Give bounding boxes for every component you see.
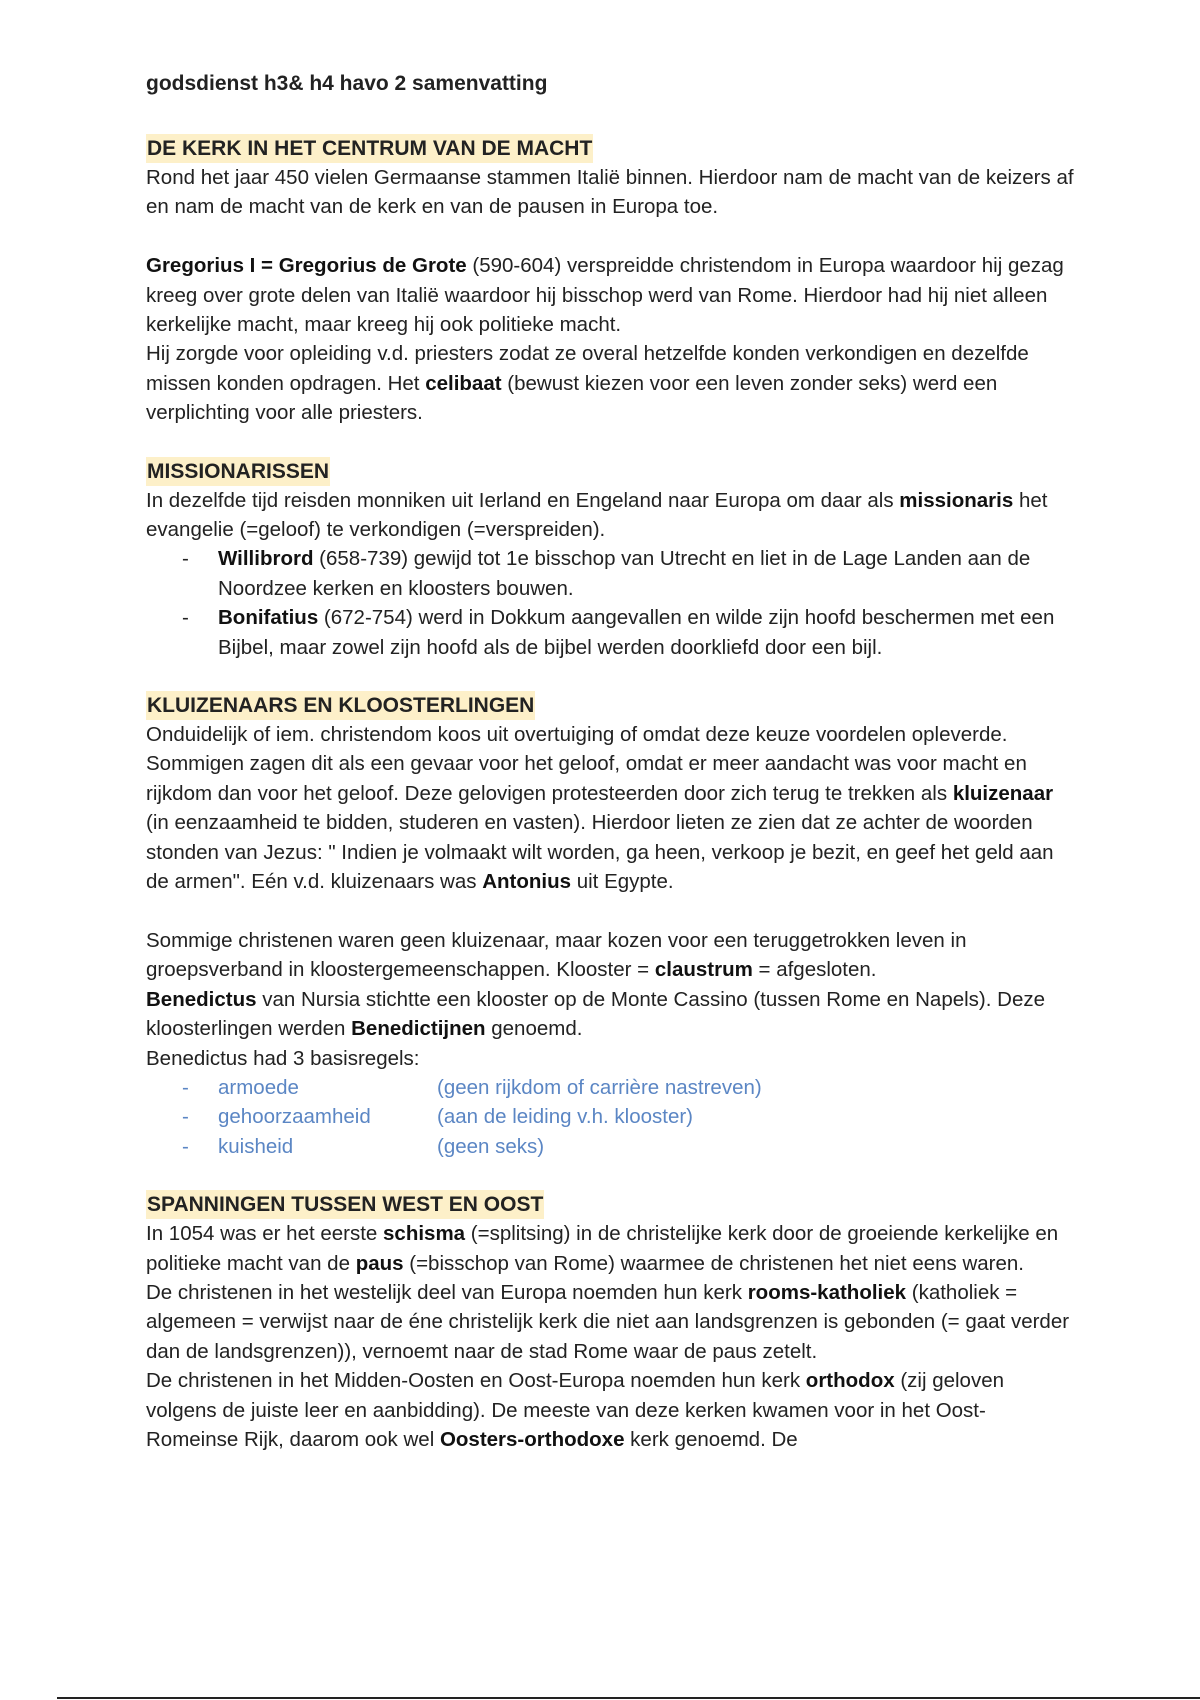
bold-term: Benedictijnen: [351, 1017, 486, 1041]
bullet-dash: -: [182, 606, 189, 630]
paragraph: [146, 339, 1076, 427]
paragraph-text: Onduidelijk of iem. christendom koos uit overtuiging of omdat deze keuze voordelen opleverde. Sommigen zagen dit als een gevaar voor het geloof, omdat er meer aandacht was voor macht en rijkdom dan voor het geloof. Deze gelovigen protesteerden door zich terug te trekken als: [146, 723, 1027, 805]
paragraph-text: van Nursia stichtte een klooster op de Monte Cassino (tussen Rome en Napels). Deze kloosterlingen werden: [146, 987, 1045, 1041]
paragraph-text: In dezelfde tijd reisden monniken uit Ierland en Engeland naar Europa om daar als: [146, 488, 900, 512]
section-heading: KLUIZENAARS EN KLOOSTERLINGEN: [146, 691, 535, 720]
paragraph-text: (590-604) verspreidde christendom in Europa waardoor hij gezag kreeg over grote delen van Italië waardoor hij bisschop werd van Rome. Hierdoor had hij niet alleen kerkelijke macht, maar kreeg hij ook politieke macht.: [146, 254, 1064, 337]
paragraph-text: In 1054 was er het eerste: [146, 1222, 384, 1246]
paragraph-text: Sommige christenen waren geen kluizenaar, maar kozen voor een teruggetrokken leven in groepsverband in kloostergemeenschappen. Klooster =: [146, 928, 967, 982]
bold-term: paus: [355, 1251, 404, 1275]
paragraph: [146, 251, 1076, 339]
bold-term: missionaris: [899, 488, 1014, 512]
paragraph: [146, 1044, 1076, 1073]
document-page: [146, 70, 1076, 1483]
section-kluizenaars: [146, 691, 1076, 1161]
paragraph-text: (=bisschop van Rome) waarmee de christenen het niet eens waren.: [403, 1251, 1025, 1275]
rule-item: [146, 1102, 1076, 1131]
paragraph: [146, 1278, 1076, 1366]
document-title: godsdienst h3& h4 havo 2 samenvatting: [146, 72, 548, 95]
rule-item: [146, 1132, 1076, 1161]
list-item: [146, 544, 1076, 603]
rule-name: gehoorzaamheid: [218, 1105, 371, 1129]
bold-term: Benedictus: [146, 987, 257, 1011]
bold-term: celibaat: [425, 371, 502, 395]
bold-term: Willibrord: [218, 547, 314, 571]
paragraph-text: De christenen in het westelijk deel van Europa noemden hun kerk: [146, 1280, 748, 1304]
bold-term: claustrum: [654, 958, 753, 982]
paragraph: [146, 1219, 1076, 1278]
bold-term: orthodox: [805, 1369, 895, 1393]
section-missionarissen: [146, 457, 1076, 662]
paragraph-text: De christenen in het Midden-Oosten en Oost-Europa noemden hun kerk: [146, 1369, 806, 1393]
list-item-text: (658-739) gewijd tot 1e bisschop van Utrecht en liet in de Lage Landen aan de Noordzee kerken en kloosters bouwen.: [218, 547, 1031, 600]
rules-list: [146, 1073, 1076, 1161]
paragraph-text: (=splitsing) in de christelijke kerk door de groeiende kerkelijke en politieke macht van de: [146, 1222, 1059, 1275]
bold-term: Antonius: [482, 870, 572, 894]
paragraph: [146, 985, 1076, 1044]
paragraph-text: (zij geloven volgens de juiste leer en aanbidding). De meeste van deze kerken kwamen voor in het Oost-Romeinse Rijk, daarom ook wel: [146, 1369, 1005, 1451]
paragraph-text: = afgesloten.: [752, 958, 877, 982]
bullet-dash: -: [182, 1134, 189, 1158]
page-bottom-divider: [57, 1697, 1200, 1699]
rule-item: [146, 1073, 1076, 1102]
rule-description: (aan de leiding v.h. klooster): [437, 1105, 694, 1129]
paragraph: [146, 163, 1076, 222]
paragraph-text: (bewust kiezen voor een leven zonder seks) werd een verplichting voor alle priesters.: [146, 371, 998, 425]
paragraph: [146, 720, 1076, 896]
bold-term: kluizenaar: [952, 781, 1054, 805]
paragraph: [146, 486, 1076, 545]
list-item: [146, 603, 1076, 662]
paragraph: [146, 1366, 1076, 1454]
bold-term: rooms-katholiek: [747, 1280, 907, 1304]
section-kerk: [146, 134, 1076, 428]
section-spanningen: [146, 1190, 1076, 1454]
paragraph-text: Hij zorgde voor opleiding v.d. priesters zodat ze overal hetzelfde konden verkondigen en dezelfde missen konden opdragen. Het: [146, 342, 1029, 395]
list-item-text: (672-754) werd in Dokkum aangevallen en wilde zijn hoofd beschermen met een Bijbel, maar zowel zijn hoofd als de bijbel werden doorkliefd door een bijl.: [218, 606, 1055, 659]
bold-term: Bonifatius: [218, 606, 319, 630]
bold-term: Gregorius I = Gregorius de Grote: [146, 254, 467, 278]
section-heading: SPANNINGEN TUSSEN WEST EN OOST: [146, 1190, 544, 1219]
bullet-dash: -: [182, 1105, 189, 1129]
bold-term: schisma: [383, 1222, 466, 1246]
section-heading: DE KERK IN HET CENTRUM VAN DE MACHT: [146, 134, 593, 163]
paragraph-text: het evangelie (=geloof) te verkondigen (=verspreiden).: [146, 488, 1048, 542]
rule-description: (geen rijkdom of carrière nastreven): [437, 1075, 762, 1099]
bold-term: Oosters-orthodoxe: [439, 1428, 625, 1451]
section-heading: MISSIONARISSEN: [146, 457, 330, 486]
paragraph-text: uit Egypte.: [571, 870, 674, 894]
paragraph-text: kerk genoemd. De: [624, 1428, 798, 1451]
paragraph-text: Rond het jaar 450 vielen Germaanse stammen Italië binnen. Hierdoor nam de macht van de keizers af en nam de macht van de kerk en van de pausen in Europa toe.: [146, 166, 1074, 219]
bullet-dash: -: [182, 1075, 189, 1099]
paragraph-text: genoemd.: [485, 1017, 583, 1041]
paragraph-text: (katholiek = algemeen = verwijst naar de éne christelijk kerk die niet aan landsgrenzen is gebonden (= gaat verder dan de landsgrenzen)), vernoemt naar de stad Rome waar de paus zetelt.: [146, 1280, 1070, 1363]
rule-description: (geen seks): [437, 1134, 545, 1158]
paragraph-text: (in eenzaamheid te bidden, studeren en vasten). Hierdoor lieten ze zien dat ze achter de woorden stonden van Jezus: " Indien je volmaakt wilt worden, ga heen, verkoop je bezit, en geef het geld aan de armen". Eén v.d. kluizenaars was: [146, 811, 1054, 894]
paragraph: [146, 926, 1076, 985]
paragraph-text: Benedictus had 3 basisregels:: [146, 1046, 420, 1070]
bullet-dash: -: [182, 547, 189, 571]
rule-name: armoede: [218, 1075, 299, 1099]
missionary-list: [146, 544, 1076, 662]
rule-name: kuisheid: [218, 1134, 294, 1158]
